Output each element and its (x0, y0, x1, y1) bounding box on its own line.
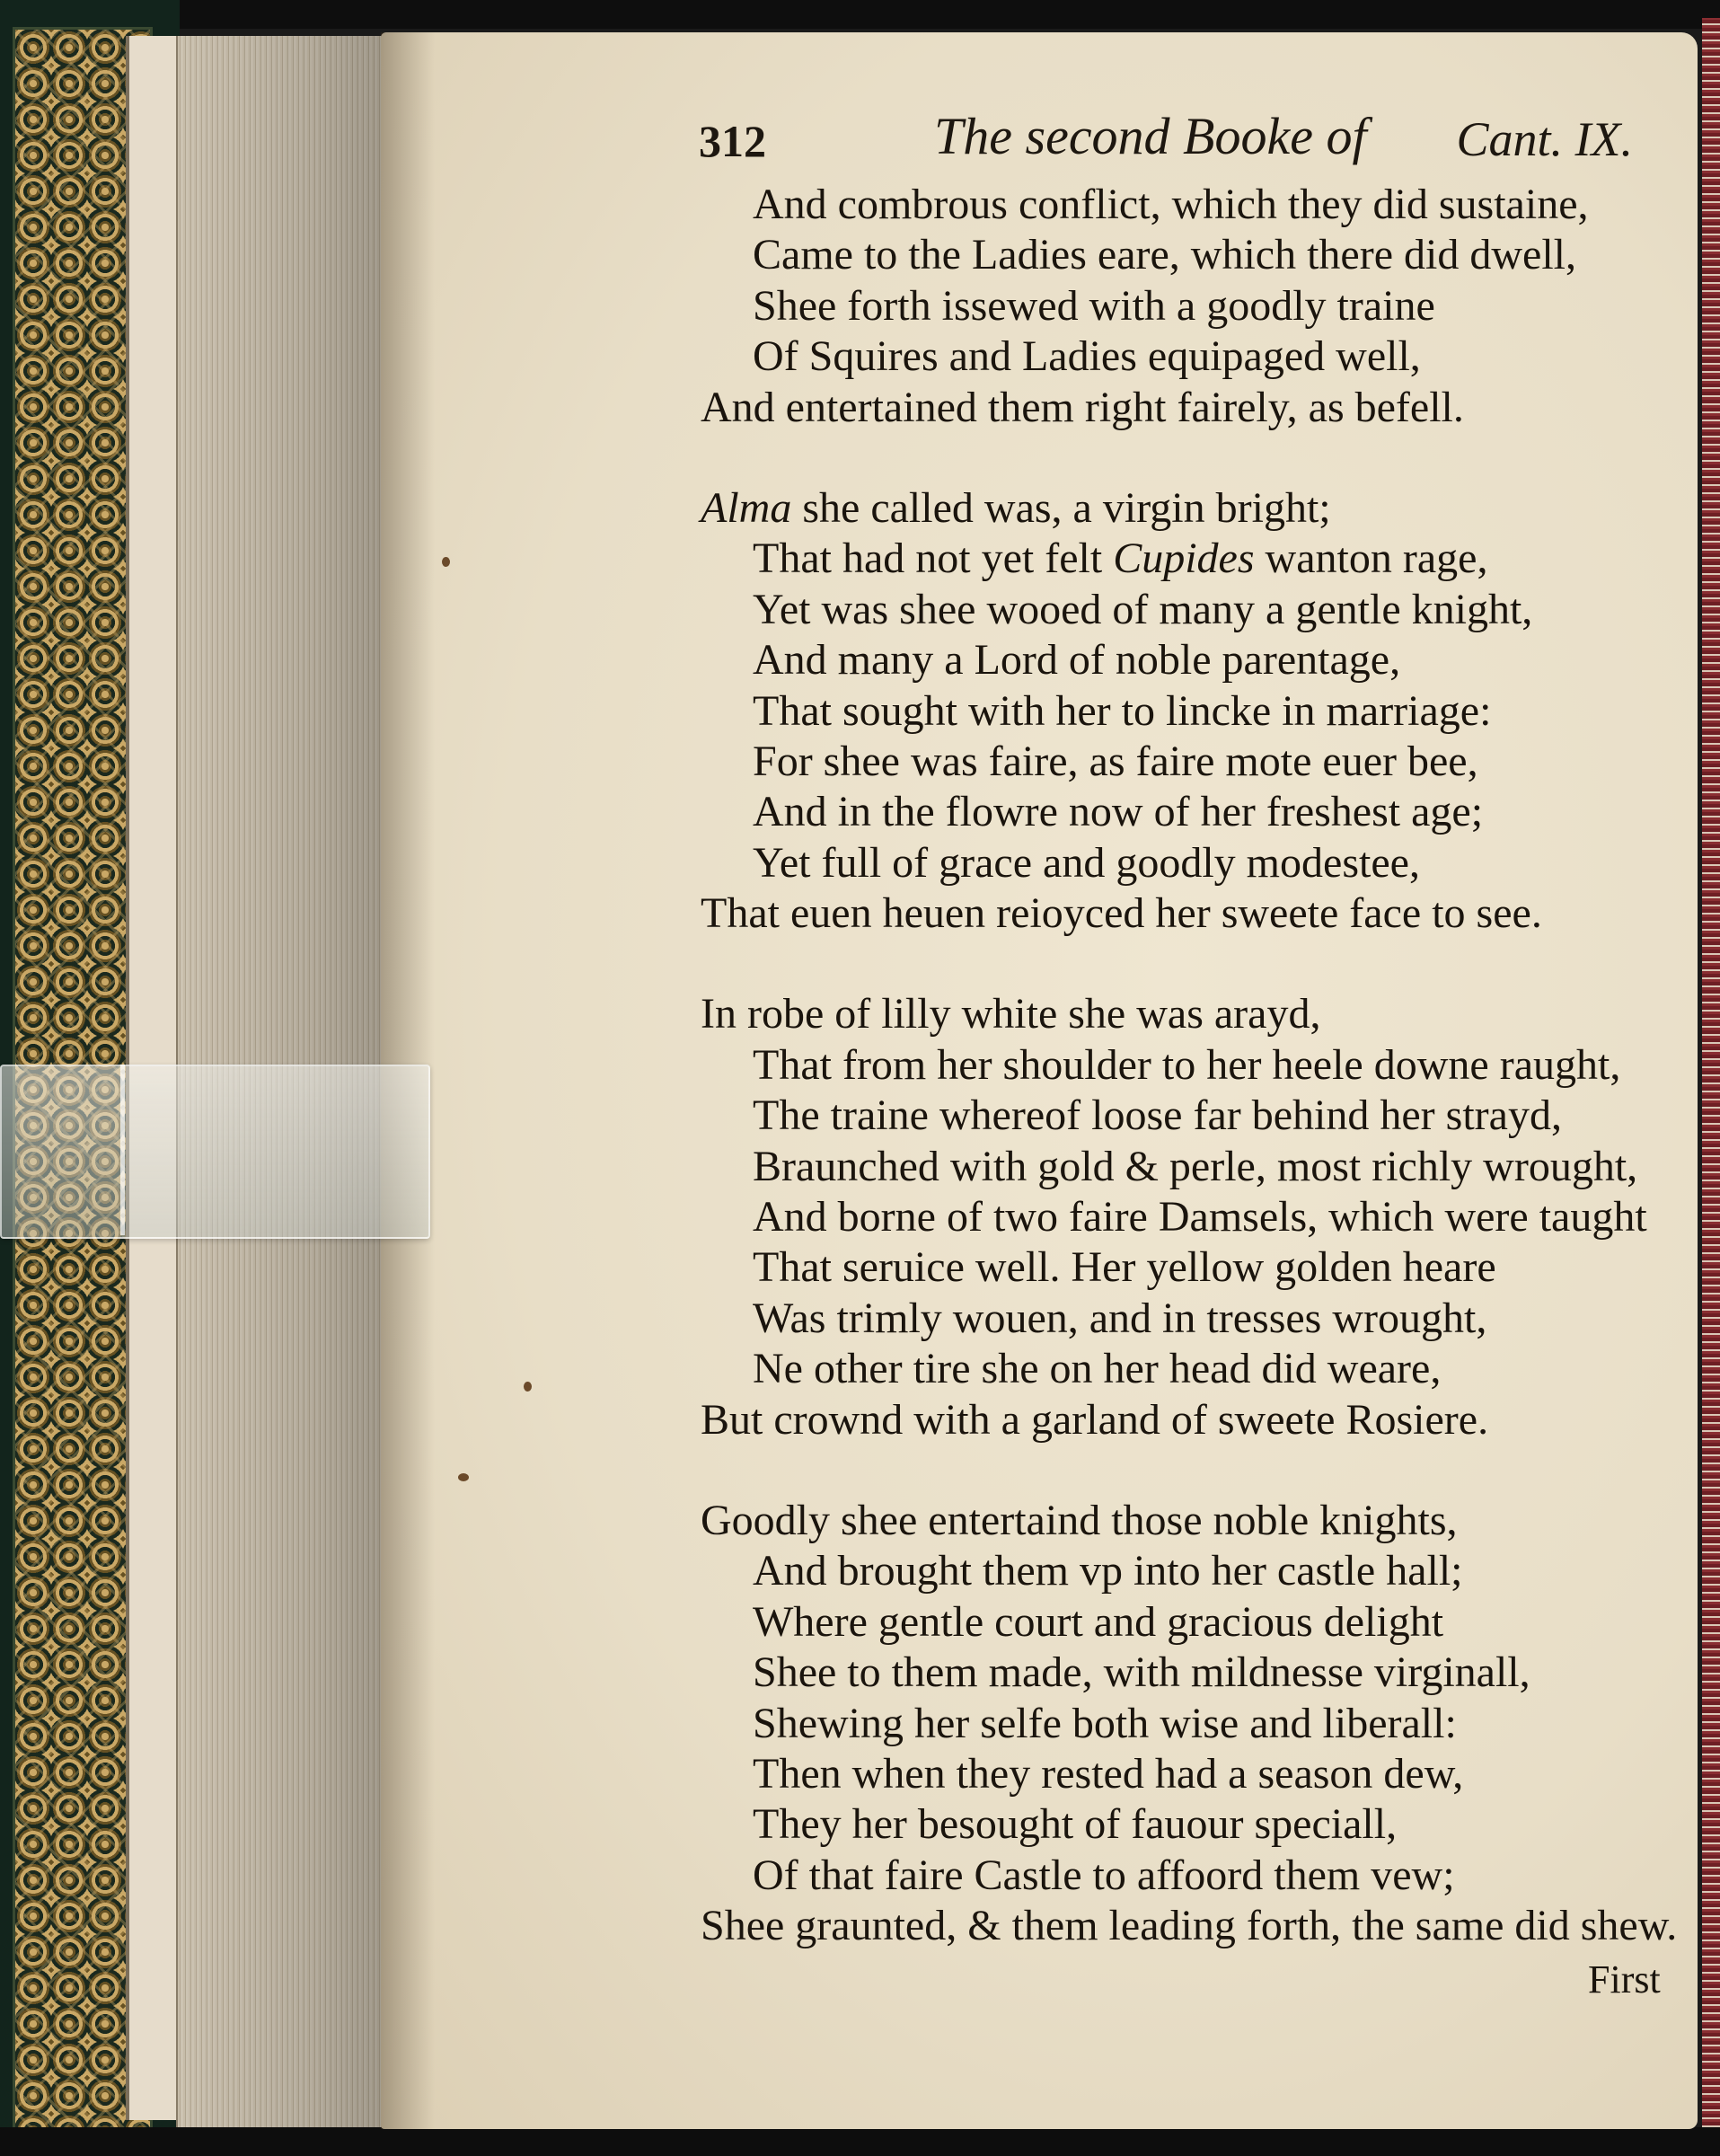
verse-line: And entertained them right fairely, as befell. (701, 383, 1464, 431)
poem-text (701, 180, 1678, 1952)
verse-line: Of that faire Castle to affoord them vew; (753, 1851, 1455, 1899)
verse-line: Where gentle court and gracious delight (753, 1597, 1444, 1646)
verse-line: That from her shoulder to her heele downe raught, (753, 1040, 1621, 1089)
verse-line: Of Squires and Ladies equipaged well, (753, 332, 1421, 381)
verse-line: Goodly shee entertaind those noble knights, (701, 1496, 1458, 1544)
canto-number: Cant. IX. (1456, 112, 1633, 166)
verse-line: Shee forth issewed with a goodly traine (753, 281, 1435, 330)
stanza (701, 180, 1644, 433)
italic-name: Cupides (1113, 535, 1255, 583)
foxing-spot (458, 1473, 469, 1481)
stanza (701, 989, 1647, 1445)
verse-line: Then when they rested had a season dew, (753, 1749, 1464, 1798)
book-cover-right-edge (1702, 18, 1720, 2138)
verse-line: And borne of two faire Damsels, which were taught (753, 1193, 1647, 1241)
foxing-spot (524, 1382, 532, 1392)
verse-line: And many a Lord of noble parentage, (753, 636, 1401, 685)
verse-line: And brought them vp into her castle hall; (753, 1547, 1463, 1595)
italic-name: Alma (701, 483, 792, 532)
stanza (701, 1496, 1678, 1952)
verse-line: Ne other tire she on her head did weare, (753, 1345, 1442, 1393)
verse-line: Alma she called was, a virgin bright; (701, 483, 1331, 532)
book-cover-top-edge (0, 0, 1720, 29)
catchword: First (1588, 1957, 1661, 2001)
stanza (701, 483, 1644, 940)
verse-line: Yet full of grace and goodly modestee, (753, 838, 1420, 887)
running-title: The second Booke of (934, 107, 1367, 165)
verse-line: Braunched with gold & perle, most richly wrought, (753, 1142, 1638, 1190)
verse-line: They her besought of fauour speciall, (753, 1800, 1398, 1849)
folio-number: 312 (699, 116, 766, 166)
verse-line: The traine whereof loose far behind her strayd, (753, 1091, 1562, 1140)
verse-line: That sought with her to lincke in marriage: (753, 686, 1492, 735)
page-header (699, 106, 1633, 178)
verse-line: Shee to them made, with mildnesse virginall, (753, 1648, 1530, 1697)
verse-line: That had not yet felt Cupides wanton rage, (753, 535, 1488, 583)
book-cover-bottom-edge (0, 2127, 1720, 2156)
verse-line: That euen heuen reioyced her sweete face to see. (701, 889, 1542, 938)
verse-line: And combrous conflict, which they did sustaine, (753, 181, 1589, 228)
verse-line: Was trimly wouen, and in tresses wrought, (753, 1294, 1487, 1342)
verse-line: Shee graunted, & them leading forth, the same did shew. (701, 1902, 1678, 1950)
verse-line: That seruice well. Her yellow golden heare (753, 1243, 1496, 1292)
verse-line: For shee was faire, as faire mote euer bee, (753, 737, 1478, 785)
verse-line: Yet was shee wooed of many a gentle knight, (753, 585, 1533, 633)
verse-line: Came to the Ladies eare, which there did dwell, (753, 231, 1576, 279)
verse-line: But crownd with a garland of sweete Rosiere. (701, 1395, 1489, 1444)
verse-line: Shewing her selfe both wise and liberall: (753, 1699, 1457, 1747)
foxing-spot (442, 557, 450, 567)
verse-line: In robe of lilly white she was arayd, (701, 990, 1321, 1038)
page-holder-clip (0, 1065, 430, 1239)
verse-line: And in the flowre now of her freshest age; (753, 788, 1484, 836)
